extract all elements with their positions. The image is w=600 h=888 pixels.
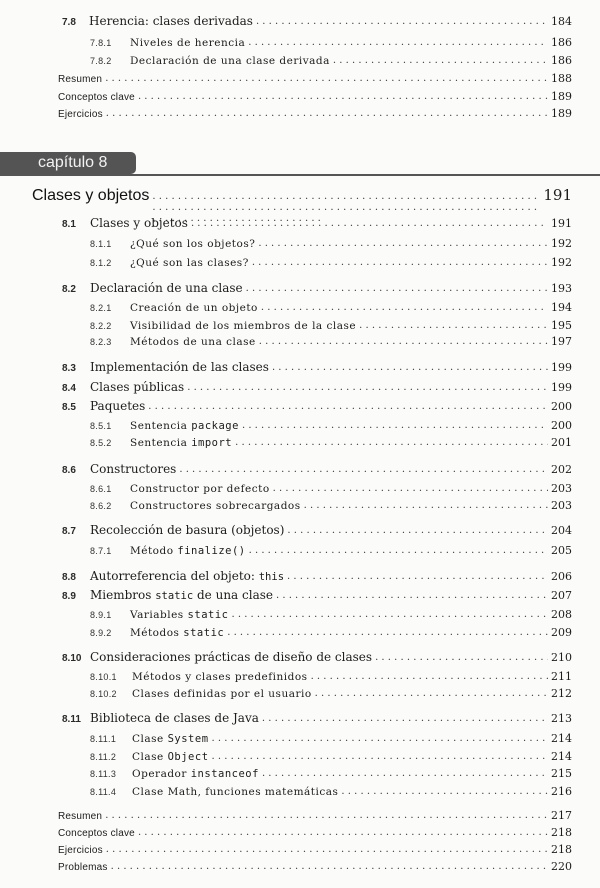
leader-dots [111,861,548,872]
leader-dots [341,786,548,797]
page-number: 189 [551,107,572,120]
code-keyword: package [191,420,239,432]
code-keyword: System [167,733,209,745]
page-number: 209 [551,626,572,639]
chapter-page-number: 191 [543,186,572,204]
leader-dots [276,590,548,601]
leader-dots [287,525,548,536]
page-number: 200 [551,419,572,432]
leader-dots [259,336,548,347]
leader-dots [179,464,548,475]
section-title: Consideraciones prácticas de diseño de clases [90,650,373,664]
section-title: Declaración de una clase derivada [130,55,330,67]
end-matter-entry[interactable] [58,860,572,873]
code-keyword: import [191,437,233,449]
section-title: Clases y objetos [90,216,188,230]
leader-dots [246,283,548,294]
toc-entry[interactable] [90,335,572,348]
section-number: 8.11 [62,714,81,725]
section-title [132,733,209,745]
toc-entry[interactable] [90,319,572,332]
leader-dots [375,652,548,663]
code-keyword: instanceof [190,768,259,780]
page-number: 197 [551,335,572,348]
page-number: 184 [551,15,572,28]
title-text: Métodos [130,627,184,639]
section-title: Visibilidad de los miembros de la clase [130,320,357,332]
section-title: Biblioteca de clases de Java [90,711,259,725]
leader-dots [105,810,548,821]
chapter-rule [0,174,600,176]
section-number: 8.11.3 [90,769,117,779]
section-title: Implementación de las clases [90,360,269,374]
title-text: Autorreferencia del objeto: [90,569,259,583]
end-matter-entry[interactable] [58,826,572,839]
section-title [130,420,239,432]
section-number: 8.10 [62,653,82,664]
toc-entry[interactable] [62,360,572,374]
leader-dots [273,483,548,494]
section-title: Clases definidas por el usuario [132,688,312,700]
section-number: 8.10.2 [90,689,117,699]
section-number: 8.5.2 [90,438,112,448]
section-title: Constructores [90,462,177,476]
section-number: 8.9.1 [90,610,112,620]
section-title [130,437,232,449]
page-number: 203 [551,499,572,512]
section-number: 8.6 [62,465,76,476]
toc-entry-conceptos-7[interactable] [58,90,572,103]
leader-dots [191,218,548,229]
section-number: 8.2.2 [90,321,112,331]
page-number: 214 [551,750,572,763]
toc-entry[interactable] [62,462,572,476]
toc-entry[interactable] [90,544,572,557]
section-title [130,627,224,639]
section-number: 8.2.1 [90,303,112,313]
leader-dots [333,55,548,66]
toc-entry[interactable] [90,482,572,495]
toc-entry[interactable] [62,380,572,394]
section-title: Conceptos clave [58,828,135,839]
section-title: ¿Qué son las clases? [130,257,249,269]
leader-dots [148,401,548,412]
title-text: Operador [132,768,191,780]
section-title: Recolección de basura (objetos) [90,523,285,537]
page-number: 216 [551,785,572,798]
title-text: Sentencia [130,420,192,432]
section-number: 7.8 [62,17,76,28]
toc-entry-ejercicios-7[interactable] [58,107,572,120]
section-title: Ejercicios [58,109,103,120]
section-number: 8.1 [62,219,76,230]
page-number: 215 [551,767,572,780]
leader-dots [249,545,548,556]
section-title: Resumen [58,811,103,822]
section-title: Resumen [58,74,103,85]
section-number: 8.11.4 [90,787,117,797]
page-number: 202 [551,463,572,476]
toc-entry[interactable] [90,256,572,269]
toc-entry[interactable] [62,399,572,413]
code-keyword: static [187,609,229,621]
end-matter-entry[interactable] [58,843,572,856]
toc-entry-7-8[interactable] [62,14,572,28]
end-matter-entry[interactable] [58,809,572,822]
toc-entry[interactable] [62,588,572,602]
toc-entry[interactable] [90,670,572,683]
section-title: Paquetes [90,399,146,413]
page-number: 205 [551,544,572,557]
section-number: 8.1.2 [90,258,112,268]
section-title [132,751,209,763]
leader-dots [262,713,548,724]
section-title: Creación de un objeto [130,302,258,314]
toc-entry[interactable] [90,436,572,449]
section-number: 8.1.1 [90,239,112,249]
leader-dots [106,108,548,119]
section-number: 8.7.1 [90,546,112,556]
toc-entry[interactable] [62,711,572,725]
toc-entry[interactable] [62,281,572,295]
leader-dots [138,827,548,838]
section-number: 8.5.1 [90,421,112,431]
leader-dots [311,671,548,682]
page-number: 218 [551,826,572,839]
leader-dots [256,16,548,27]
page-number: 195 [551,319,572,332]
toc-entry[interactable] [90,785,572,798]
section-number: 8.6.2 [90,501,112,511]
page-number: 213 [551,712,572,725]
toc-entry[interactable] [62,569,572,583]
page-number: 199 [551,381,572,394]
page-number: 214 [551,732,572,745]
leader-dots [272,362,548,373]
page-number: 207 [551,589,572,602]
section-number: 8.2.3 [90,337,112,347]
section-title: Clases públicas [90,380,185,394]
leader-dots [138,91,548,102]
page-number: 189 [551,90,572,103]
toc-entry[interactable] [90,750,572,763]
section-number: 8.7 [62,526,76,537]
section-number: 7.8.2 [90,56,112,66]
section-title [132,768,259,780]
toc-entry[interactable] [90,732,572,745]
section-number: 8.5 [62,402,76,413]
section-number: 8.2 [62,284,76,295]
leader-dots [287,571,548,582]
section-title: Conceptos clave [58,92,135,103]
leader-dots [105,73,548,84]
code-keyword: finalize() [177,545,246,557]
toc-entry[interactable] [62,523,572,537]
toc-entry-resumen-7[interactable] [58,72,572,85]
page-number: 212 [551,687,572,700]
title-text: Método [130,545,178,557]
section-number: 8.11.2 [90,752,117,762]
toc-entry[interactable] [90,419,572,432]
page-number: 211 [551,670,572,683]
leader-dots [212,733,548,744]
section-number: 8.4 [62,383,76,394]
chapter-title: Clases y objetos [32,187,150,204]
leader-dots [359,320,548,331]
leader-dots [231,609,548,620]
page-number: 199 [551,361,572,374]
leader-dots [258,238,548,249]
section-title: Métodos de una clase [130,336,256,348]
toc-entry[interactable] [90,767,572,780]
section-title [90,588,273,602]
toc-entry[interactable] [62,650,572,664]
page-number: 218 [551,843,572,856]
page-number: 193 [551,282,572,295]
toc-entry[interactable] [90,237,572,250]
section-number: 8.9 [62,591,76,602]
page-number: 200 [551,400,572,413]
title-text: Clase [132,751,168,763]
page-number: 210 [551,651,572,664]
leader-dots [106,844,548,855]
code-keyword: this [258,571,285,583]
page-number: 206 [551,570,572,583]
page-number: 188 [551,72,572,85]
section-title: ¿Qué son los objetos? [130,238,256,250]
section-title: Constructores sobrecargados [130,500,301,512]
section-number: 8.10.1 [90,672,117,682]
toc-entry[interactable] [90,687,572,700]
page-number: 208 [551,608,572,621]
page-number: 186 [551,36,572,49]
leader-dots [235,437,548,448]
code-keyword: static [183,627,225,639]
toc-entry-7-8-2[interactable] [90,54,572,67]
chapter-label: capítulo 8 [0,152,136,174]
section-number: 8.9.2 [90,628,112,638]
section-title [130,609,228,621]
page-number: 217 [551,809,572,822]
leader-dots [262,768,548,779]
section-title: Herencia: clases derivadas [89,14,253,28]
leader-dots [252,257,548,268]
page-number: 204 [551,524,572,537]
page-number: 186 [551,54,572,67]
chapter-header [0,152,600,174]
page-number: 194 [551,301,572,314]
page-number: 191 [551,217,572,230]
section-title: Declaración de una clase [90,281,243,295]
section-number: 7.8.1 [90,38,112,48]
toc-entry-7-8-1[interactable] [90,36,572,49]
title-text: Sentencia [130,437,192,449]
toc-entry[interactable] [90,626,572,639]
title-text: Miembros [90,588,156,602]
leader-dots [248,37,548,48]
section-number: 8.11.1 [90,734,117,744]
page-number: 192 [551,256,572,269]
section-title: Clase Math, funciones matemáticas [132,786,339,798]
section-title: Niveles de herencia [130,37,246,49]
leader-dots [227,627,548,638]
code-keyword: static [155,590,194,602]
leader-dots [304,500,548,511]
page-number: 192 [551,237,572,250]
leader-dots [212,751,548,762]
page-number: 220 [551,860,572,873]
section-title [90,569,284,583]
section-number: 8.6.1 [90,484,112,494]
section-number: 8.8 [62,572,76,583]
toc-entry[interactable] [90,499,572,512]
title-text: Clase [132,733,168,745]
section-title: Ejercicios [58,845,103,856]
page-number: 201 [551,436,572,449]
page-number: 203 [551,482,572,495]
section-number: 8.3 [62,363,76,374]
leader-dots [242,420,548,431]
leader-dots [187,382,548,393]
toc-entry[interactable] [90,301,572,314]
leader-dots [261,302,548,313]
toc-entry[interactable] [62,216,572,230]
section-title: Constructor por defecto [130,483,270,495]
section-title: Problemas [58,862,108,873]
section-title: Métodos y clases predefinidos [132,671,308,683]
title-text-suffix: de una clase [193,588,273,602]
section-title [130,545,246,557]
code-keyword: Object [167,751,209,763]
leader-dots [315,688,548,699]
title-text: Variables [130,609,188,621]
toc-entry[interactable] [90,608,572,621]
